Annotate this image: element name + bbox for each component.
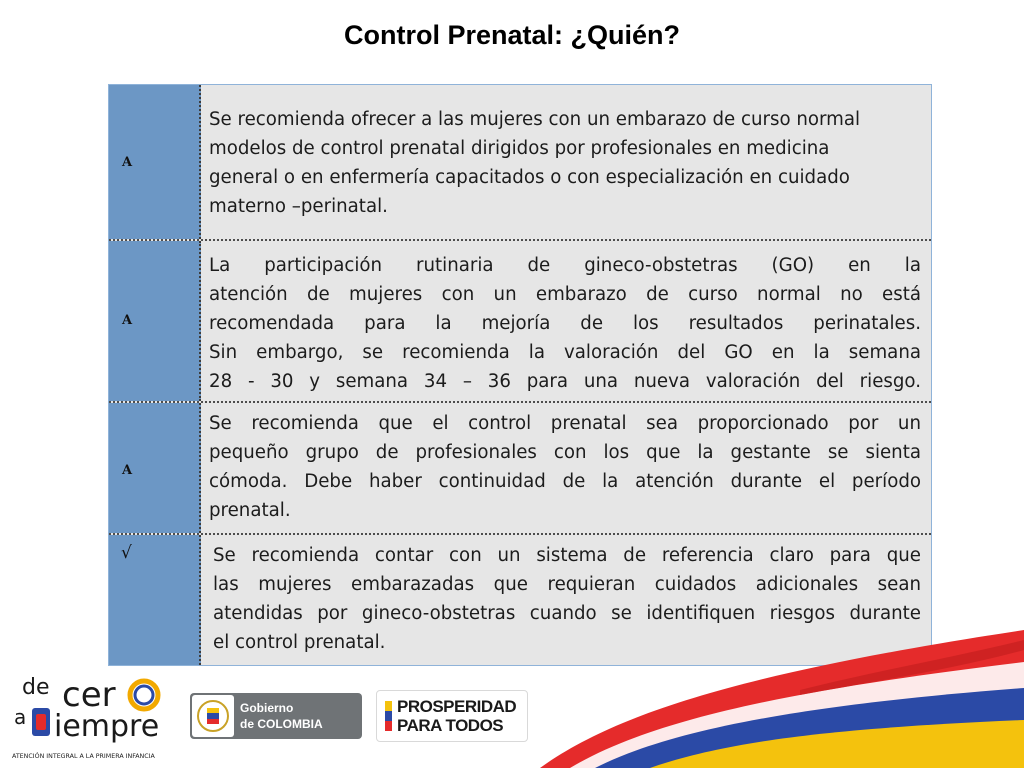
- text-line: general o en enfermería capacitados o con especialización en cuidado: [209, 167, 850, 188]
- text-line: Sin embargo, se recomienda la valoración del GO en la semana: [209, 342, 921, 363]
- text-line: Se recomienda que el control prenatal sea proporcionado por un: [209, 413, 921, 434]
- gobierno-de-colombia-logo: [190, 693, 362, 739]
- slide-title: Control Prenatal: ¿Quién?: [343, 20, 680, 50]
- text-line: La participación rutinaria de gineco-obstetras (GO) en la: [209, 255, 921, 276]
- text-line: 28 - 30 y semana 34 – 36 para una nueva valoración del riesgo.: [209, 371, 921, 392]
- pros-bar-yellow: [385, 701, 392, 711]
- colombia-shield-icon: [192, 695, 234, 737]
- grade-label: A: [122, 155, 133, 170]
- text-line: prenatal.: [209, 500, 291, 521]
- prosperidad-para-todos-logo: [376, 690, 528, 742]
- table-row: [109, 403, 931, 535]
- pros-bar-blue: [385, 711, 392, 721]
- grade-label: A: [122, 313, 133, 328]
- pros-bar-red: [385, 721, 392, 731]
- text-line: cómoda. Debe haber continuidad de la atención durante el período: [209, 471, 921, 492]
- logo-text-a: a: [14, 705, 27, 729]
- de-cero-a-siempre-logo: [10, 668, 185, 763]
- logo-text-de: de: [22, 675, 50, 700]
- check-mark-label: √: [121, 543, 132, 563]
- colombia-flag-swoosh: [500, 600, 1024, 768]
- table-row: [109, 85, 931, 241]
- pros-line2: PARA TODOS: [397, 716, 504, 735]
- logo-text-iempre: iempre: [54, 709, 160, 744]
- recommendations-table: [108, 84, 932, 666]
- grade-cell: [109, 85, 201, 239]
- gov-line1: Gobierno: [240, 701, 294, 715]
- text-line: Se recomienda contar con un sistema de referencia claro para que: [213, 545, 921, 566]
- gov-line2: de COLOMBIA: [240, 717, 323, 731]
- grade-cell: [109, 241, 201, 401]
- logo-text-cer: cer: [62, 675, 116, 715]
- logo-tagline: ATENCIÓN INTEGRAL A LA PRIMERA INFANCIA: [12, 753, 155, 760]
- text-line: Se recomienda ofrecer a las mujeres con un embarazo de curso normal: [209, 109, 861, 130]
- recommendation-text: [209, 409, 921, 525]
- recommendation-text: [209, 105, 921, 221]
- text-line: modelos de control prenatal dirigidos por profesionales en medicina: [209, 138, 830, 159]
- text-line: las mujeres embarazadas que requieran cuidados adicionales sean: [213, 574, 921, 595]
- recommendation-text: [209, 251, 921, 396]
- grade-cell: [109, 535, 201, 665]
- table-row: [109, 241, 931, 403]
- text-line: atención de mujeres con un embarazo de curso normal no está: [209, 284, 921, 305]
- text-line: atendidas por gineco-obstetras cuando se identifiquen riesgos durante: [213, 603, 921, 624]
- pros-line1: PROSPERIDAD: [397, 697, 517, 716]
- text-line: el control prenatal.: [213, 632, 386, 653]
- grade-label: A: [122, 463, 133, 478]
- text-line: recomendada para la mejoría de los resultados perinatales.: [209, 313, 921, 334]
- de-cero-a-siempre-graphic: [10, 668, 185, 763]
- grade-cell: [109, 403, 201, 533]
- text-line: pequeño grupo de profesionales con los que la gestante se sienta: [209, 442, 921, 463]
- text-line: materno –perinatal.: [209, 196, 388, 217]
